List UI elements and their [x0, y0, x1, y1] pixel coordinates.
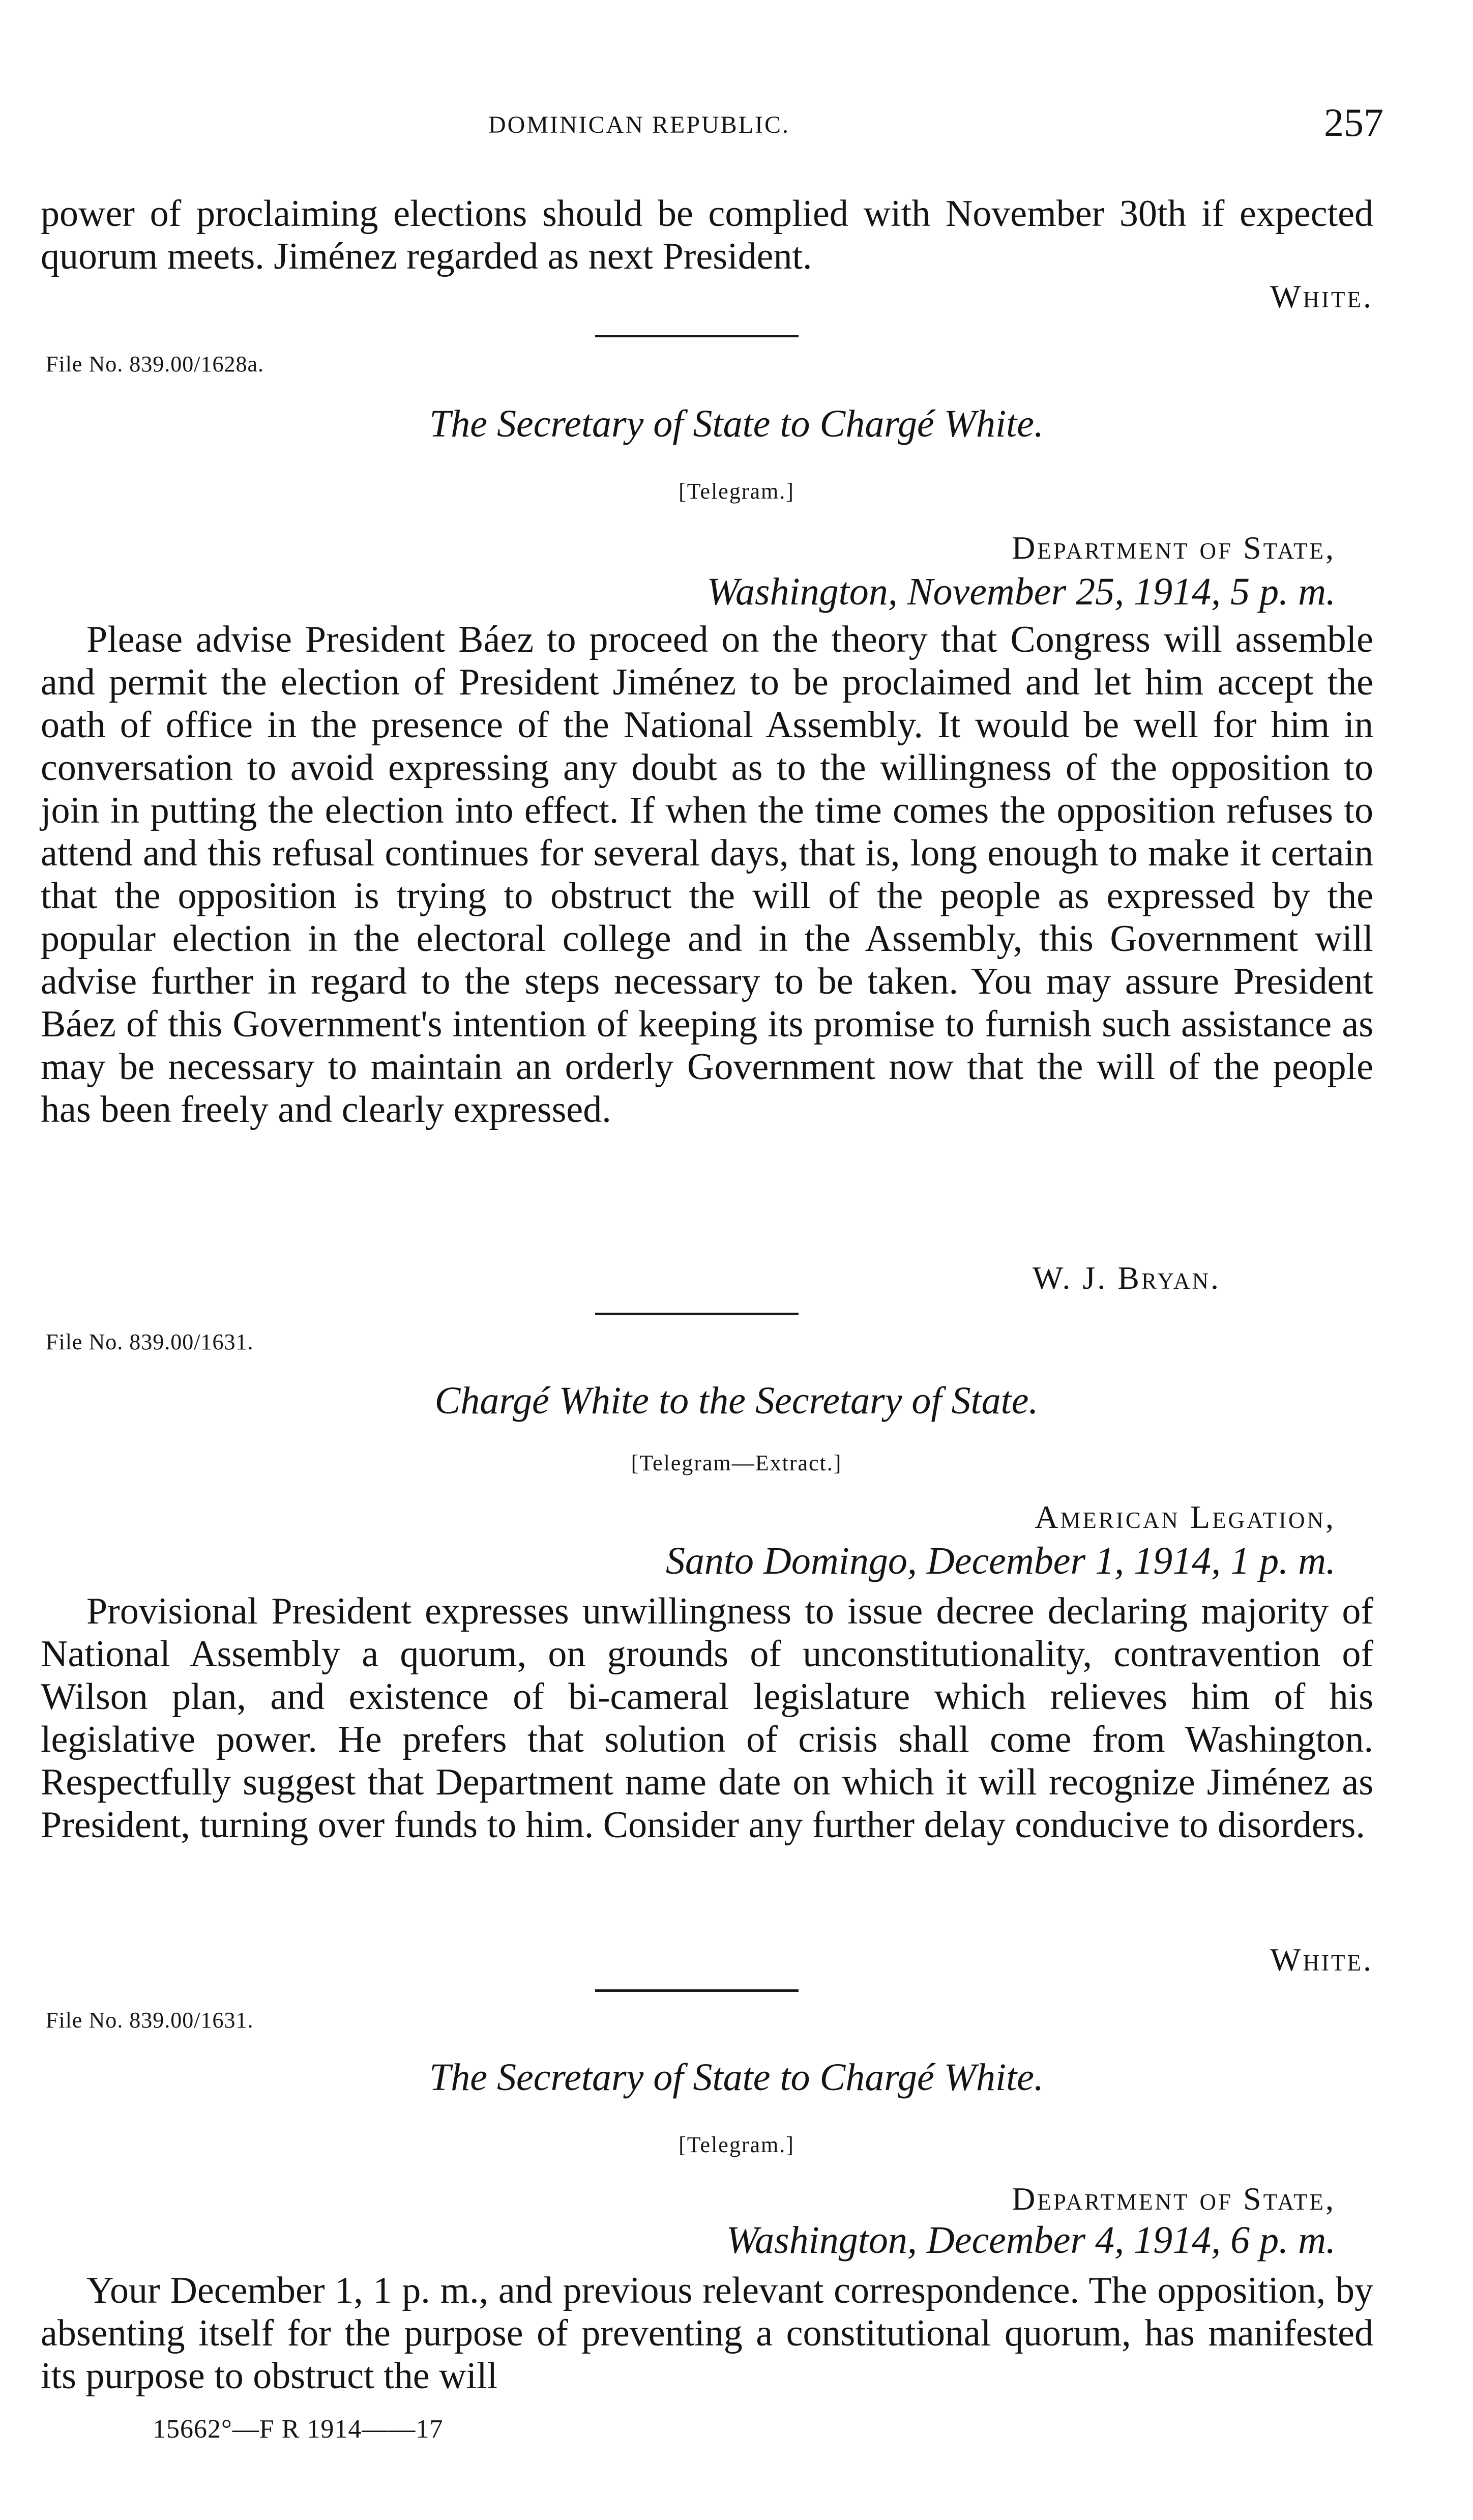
- page-number: 257: [1324, 100, 1383, 144]
- document-body: Provisional President expresses unwillingness to issue decree declaring majority of National Assembly a quorum, on grounds of unconstitutionality, contravention of Wilson plan, and existence of bi-cameral legislature which relieves him of his legislative power. He prefers that solution of crisis shall come from Washington. Respectfully suggest that Department name date on which it will recognize Jiménez as President, turning over funds to him. Consider any further delay conducive to disorders.: [41, 1590, 1373, 1846]
- section-divider: [595, 335, 799, 337]
- document-signature: W. J. Bryan.: [1032, 1260, 1221, 1296]
- dateline-place-date: Santo Domingo, December 1, 1914, 1 p. m.: [665, 1540, 1336, 1582]
- document-body-section: [41, 618, 1373, 1300]
- dateline-office: Department of State,: [1012, 530, 1336, 566]
- file-number: File No. 839.00/1631.: [46, 2008, 254, 2033]
- telegram-label: [Telegram—Extract.]: [631, 1451, 842, 1475]
- dateline-office: American Legation,: [1035, 1499, 1336, 1535]
- document-title: The Secretary of State to Chargé White.: [429, 402, 1044, 445]
- document-body-section: [41, 2269, 1373, 2397]
- file-number: File No. 839.00/1628a.: [46, 352, 264, 376]
- document-body-section: [41, 1590, 1373, 1987]
- dateline-office: Department of State,: [1012, 2181, 1336, 2217]
- document-title: Chargé White to the Secretary of State.: [434, 1379, 1039, 1422]
- document-body: Your December 1, 1 p. m., and previous relevant correspondence. The opposition, by absenting itself for the purpose of preventing a constitutional quorum, has manifested its purpose to obstruct the will: [41, 2270, 1373, 2397]
- intro-signature: White.: [1270, 278, 1373, 314]
- file-number: File No. 839.00/1631.: [46, 1329, 254, 1354]
- running-head: [41, 97, 1383, 142]
- document-signature: White.: [1270, 1942, 1373, 1978]
- section-divider: [595, 1313, 799, 1315]
- dateline-place-date: Washington, November 25, 1914, 5 p. m.: [706, 570, 1336, 613]
- dateline-place-date: Washington, December 4, 1914, 6 p. m.: [726, 2219, 1336, 2262]
- document-title: The Secretary of State to Chargé White.: [429, 2056, 1044, 2099]
- document-body: Please advise President Báez to proceed on the theory that Congress will assemble and permit the election of President Jiménez to be proclaimed and let him accept the oath of office in the presence of the National Assembly. It would be well for him in conversation to avoid expressing any doubt as to the willingness of the opposition to join in putting the election into effect. If when the time comes the opposition refuses to attend and this refusal continues for several days, that is, long enough to make it certain that the opposition is trying to obstruct the will of the people as expressed by the popular election in the electoral college and in the Assembly, this Government will advise further in regard to the steps necessary to be taken. You may assure President Báez of this Government's intention of keeping its promise to furnish such assistance as may be necessary to maintain an orderly Government now that the will of the people has been freely and clearly expressed.: [41, 619, 1373, 1131]
- telegram-label: [Telegram.]: [679, 2132, 794, 2157]
- print-footer: 15662°—F R 1914——17: [153, 2415, 444, 2444]
- intro-paragraph: power of proclaiming elections should be complied with November 30th if expected quorum meets. Jiménez regarded as next President.: [41, 193, 1373, 277]
- intro-section: [41, 192, 1373, 320]
- running-title: DOMINICAN REPUBLIC.: [488, 111, 790, 138]
- section-divider: [595, 1989, 799, 1992]
- telegram-label: [Telegram.]: [679, 479, 794, 504]
